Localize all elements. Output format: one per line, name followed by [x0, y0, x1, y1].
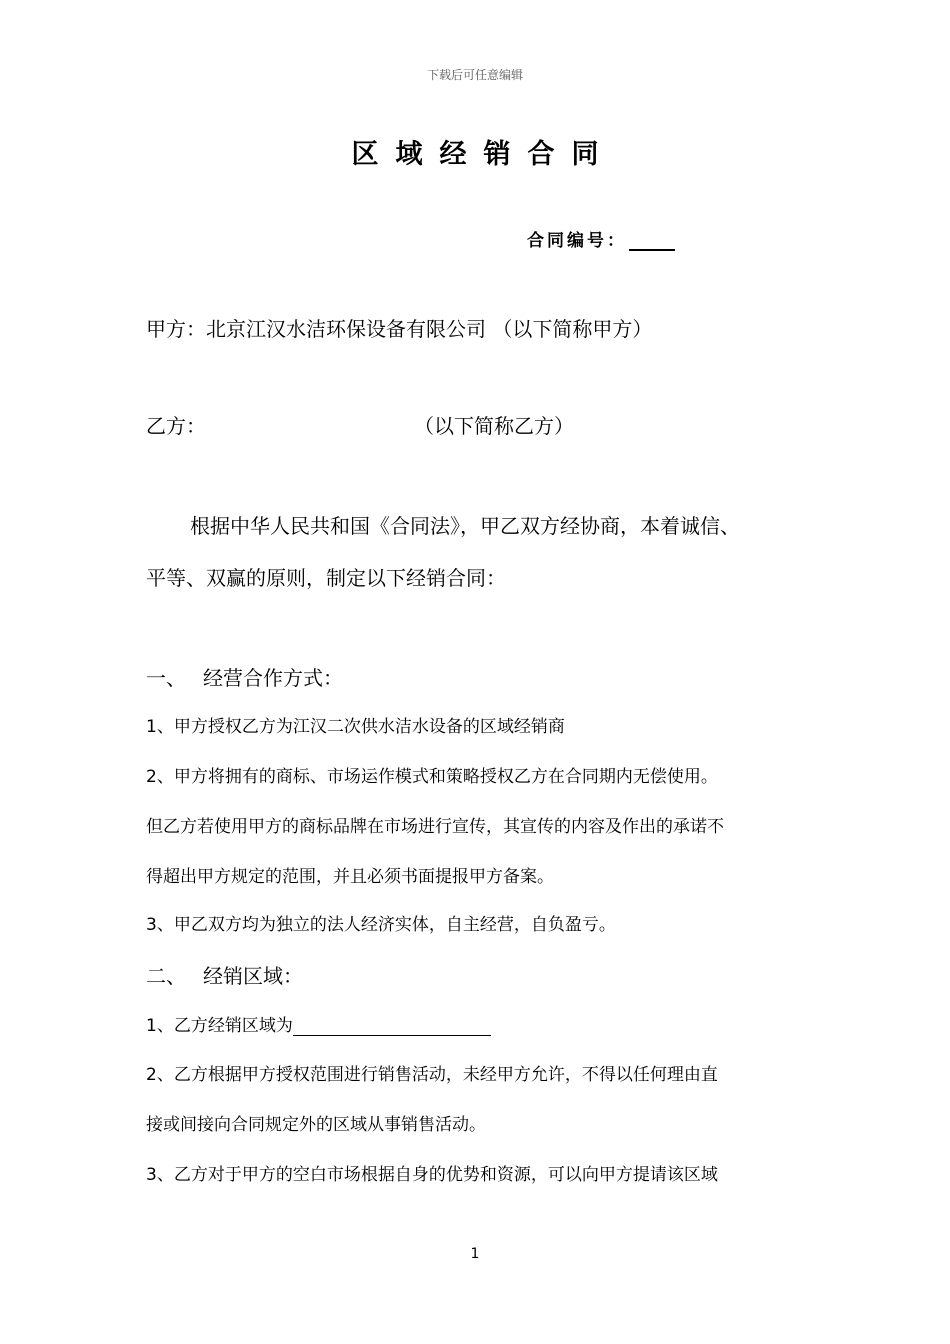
intro-line-2: 平等、双赢的原则，制定以下经销合同：: [146, 566, 506, 590]
section-2-item: 接或间接向合同规定外的区域从事销售活动。: [146, 1115, 486, 1135]
document-title: 区域经销合同: [351, 139, 616, 170]
section-2-item-1-text: 1、乙方经销区域为: [146, 1016, 293, 1036]
header-note: 下载后可任意编辑: [426, 68, 523, 82]
section-2-heading: [146, 960, 303, 989]
party-b: [146, 410, 574, 439]
section-2-item-1: [146, 1011, 491, 1036]
party-b-label: 乙方：: [146, 414, 206, 438]
page-number: 1: [470, 1246, 480, 1262]
section-1-item: 但乙方若使用甲方的商标品牌在市场进行宣传，其宣传的内容及作出的承诺不: [146, 817, 724, 837]
section-2-item: 3、乙方对于甲方的空白市场根据自身的优势和资源，可以向甲方提请该区域: [146, 1165, 718, 1185]
contract-number: [527, 226, 675, 251]
section-1-item: 1、甲方授权乙方为江汉二次供水洁水设备的区域经销商: [146, 717, 565, 737]
section-1-item: 3、甲乙双方均为独立的法人经济实体，自主经营，自负盈亏。: [146, 915, 616, 935]
section-2-number: 二、: [146, 964, 186, 988]
section-1-heading: [146, 662, 343, 691]
section-1-item: 2、甲方将拥有的商标、市场运作模式和策略授权乙方在合同期内无偿使用。: [146, 767, 718, 787]
party-b-alias: （以下简称乙方）: [414, 414, 574, 438]
section-2-title: 经销区域：: [203, 964, 303, 988]
region-blank: [293, 1019, 491, 1036]
section-2-item: 2、乙方根据甲方授权范围进行销售活动，未经甲方允许，不得以任何理由直: [146, 1065, 718, 1085]
intro-line-1: 根据中华人民共和国《合同法》，甲乙双方经协商，本着诚信、: [190, 514, 740, 538]
section-1-title: 经营合作方式：: [203, 666, 343, 690]
section-1-number: 一、: [146, 666, 186, 690]
section-1-item: 得超出甲方规定的范围，并且必须书面提报甲方备案。: [146, 867, 554, 887]
contract-number-label: 合同编号：: [527, 231, 627, 251]
party-a: 甲方：北京江汉水洁环保设备有限公司 （以下简称甲方）: [146, 317, 653, 341]
contract-number-blank: [629, 231, 675, 251]
